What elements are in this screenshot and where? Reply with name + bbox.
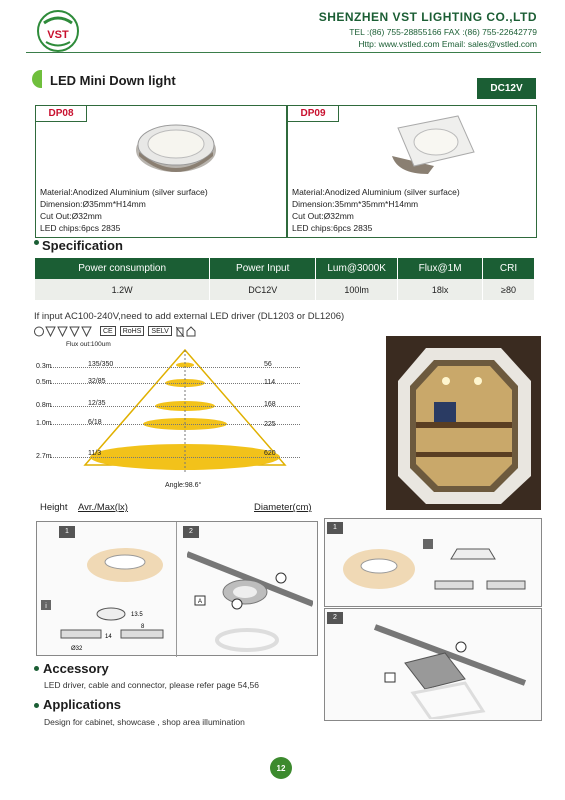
beam-diameter: 56 — [264, 361, 272, 368]
flux-label: Flux out:100um — [66, 341, 111, 348]
dim-label: 14 — [105, 634, 112, 640]
logo-text: VST — [47, 29, 69, 41]
company-tel-fax: TEL :(86) 755-28855166 FAX :(86) 755-22642779 — [349, 27, 537, 37]
page-number: 12 — [270, 757, 292, 779]
beam-avmax: 135/350 — [88, 361, 114, 368]
product-code: DP09 — [287, 105, 339, 122]
rohs-mark: RoHS — [120, 326, 145, 336]
voltage-badge: DC12V — [477, 78, 536, 99]
part-label: A — [197, 599, 203, 605]
table-cell: 100lm — [316, 279, 398, 300]
mount-step-image — [187, 544, 313, 652]
header-divider — [26, 52, 541, 53]
step-number: 1 — [59, 526, 75, 538]
spec-line: Cut Out:Ø32mm — [40, 211, 102, 221]
caption-avmax: Avr./Max(lx) — [78, 502, 128, 513]
step-number: 1 — [327, 522, 343, 534]
beam-diameter: 620 — [264, 450, 276, 457]
dp09-mount-image — [365, 623, 535, 719]
dim-label: 13.5 — [131, 612, 143, 618]
spec-line: Material:Anodized Aluminium (silver surface) — [40, 187, 208, 197]
beam-avmax: 32/85 — [88, 378, 106, 385]
caption-diameter: Diameter(cm) — [254, 502, 312, 513]
product-card-dp09 — [287, 105, 537, 238]
table-header: Lum@3000K — [316, 258, 398, 279]
applications-text: Design for cabinet, showcase , shop area illumination — [44, 717, 245, 727]
specification-table — [35, 258, 535, 300]
title-leaf-mark — [32, 70, 42, 88]
install-panel-dp09-step1 — [324, 518, 542, 607]
beam-avmax: 6/18 — [88, 419, 102, 426]
dp09-specs — [292, 186, 460, 234]
table-header: CRI — [483, 258, 535, 279]
beam-height: 0.8m — [36, 402, 52, 409]
table-cell: 1.2W — [35, 279, 210, 300]
table-cell: DC12V — [210, 279, 316, 300]
ce-mark: CE — [100, 326, 116, 336]
company-web-email: Http: www.vstled.com Email: sales@vstled.com — [358, 39, 537, 49]
dp08-product-image — [131, 114, 221, 176]
dp09-cutout-image — [339, 531, 539, 605]
specification-title: Specification — [42, 238, 123, 253]
selv-mark: SELV — [148, 326, 171, 336]
section-bullet — [34, 703, 39, 708]
spec-line: Dimension:Ø35mm*H14mm — [40, 199, 146, 209]
company-name: SHENZHEN VST LIGHTING CO.,LTD — [318, 10, 537, 24]
table-cell: ≥80 — [483, 279, 535, 300]
beam-avmax: 11/3 — [88, 450, 102, 457]
info-mark: i — [45, 603, 47, 610]
bin-house-icon — [176, 326, 196, 337]
dimension-drawing — [41, 600, 175, 654]
caption-height: Height — [40, 502, 68, 513]
beam-diameter: 168 — [264, 401, 276, 408]
section-bullet — [34, 240, 39, 245]
beam-height: 2.7m — [36, 453, 52, 460]
step-number: 2 — [183, 526, 199, 538]
product-card-dp08 — [35, 105, 287, 238]
product-code: DP08 — [35, 105, 87, 122]
table-header: Flux@1M — [398, 258, 483, 279]
table-row — [35, 279, 535, 300]
beam-diameter: 114 — [264, 379, 276, 386]
beam-diameter: 225 — [264, 421, 276, 428]
accessory-title: Accessory — [43, 661, 109, 676]
spec-line: Material:Anodized Aluminium (silver surface) — [292, 187, 460, 197]
accessory-text: LED driver, cable and connector, please refer page 54,56 — [44, 680, 260, 690]
install-panel-dp08 — [36, 521, 318, 656]
spec-line: LED chips:6pcs 2835 — [40, 223, 121, 233]
step-number: 2 — [327, 612, 343, 624]
install-panel-dp09-step2 — [324, 608, 542, 721]
dp08-specs — [40, 186, 208, 234]
spec-line: Cut Out:Ø32mm — [292, 211, 354, 221]
dp09-product-image — [388, 112, 478, 178]
beam-avmax: 12/35 — [88, 400, 106, 407]
table-cell: 18lx — [398, 279, 483, 300]
table-header: Power consumption — [35, 258, 210, 279]
beam-height: 1.0m — [36, 420, 52, 427]
spec-line: LED chips:6pcs 2835 — [292, 223, 373, 233]
driver-note: If input AC100-240V,need to add external LED driver (DL1203 or DL1206) — [34, 311, 345, 322]
cert-badges-icon — [34, 326, 96, 337]
cutout-step-image — [77, 540, 173, 590]
beam-height: 0.3m — [36, 363, 52, 370]
dim-label: 8 — [141, 624, 145, 630]
beam-angle: Angle:98.6° — [165, 482, 202, 489]
section-bullet — [34, 666, 39, 671]
applications-title: Applications — [43, 697, 122, 712]
page-title: LED Mini Down light — [50, 73, 176, 88]
dim-label: Ø32 — [71, 646, 83, 652]
table-header-row — [35, 258, 535, 279]
beam-height: 0.5m — [36, 379, 52, 386]
table-header: Power Input — [210, 258, 316, 279]
spec-line: Dimension:35mm*35mm*H14mm — [292, 199, 419, 209]
showcase-photo — [386, 336, 541, 510]
company-logo — [36, 9, 80, 53]
certification-icons — [34, 325, 196, 337]
